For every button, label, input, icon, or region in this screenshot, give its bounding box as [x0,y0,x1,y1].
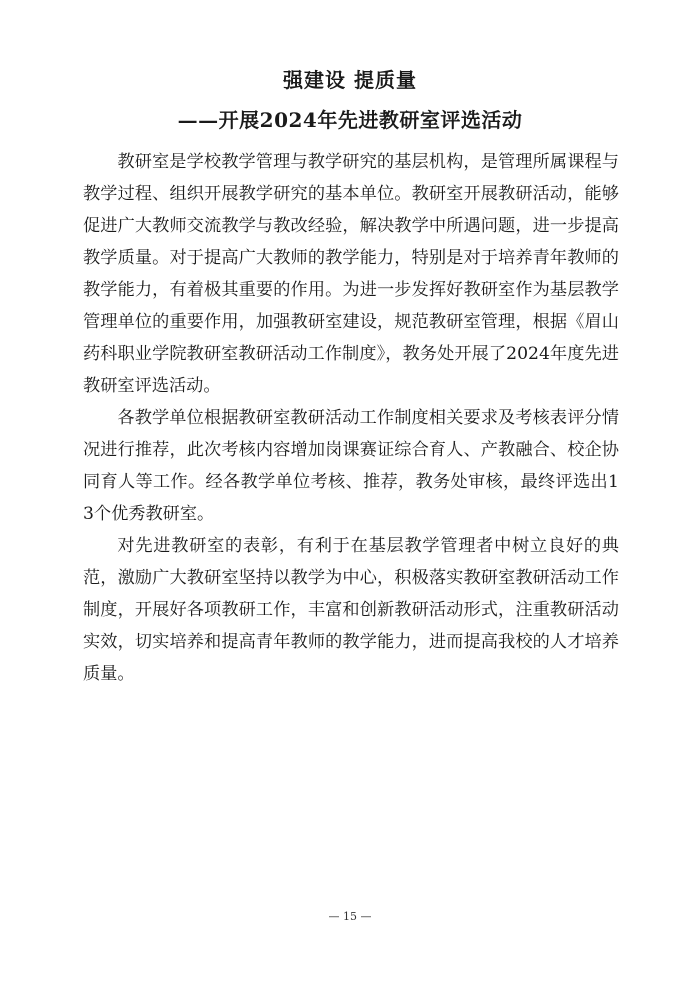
paragraph-3: 对先进教研室的表彰，有利于在基层教学管理者中树立良好的典范，激励广大教研室坚持以教学为中心，积极落实教研室教研活动工作制度，开展好各项教研工作，丰富和创新教研活动形式，注重教研活动实效，切实培养和提高青年教师的教学能力，进而提高我校的人才培养质量。 [83,536,619,684]
paragraph-2: 各教学单位根据教研室教研活动工作制度相关要求及考核表评分情况进行推荐，此次考核内容增加岗课赛证综合育人、产教融合、校企协同育人等工作。经各教学单位考核、推荐，教务处审核，最终评选出13个优秀教研室。 [83,408,619,524]
paragraph-1: 教研室是学校教学管理与教学研究的基层机构，是管理所属课程与教学过程、组织开展教学研究的基本单位。教研室开展教研活动，能够促进广大教师交流教学与教改经验，解决教学中所遇问题，进一步提高教学质量。对于提高广大教师的教学能力，特别是对于培养青年教师的教学能力，有着极其重要的作用。为进一步发挥好教研室作为基层教学管理单位的重要作用，加强教研室建设，规范教研室管理，根据《眉山药科职业学院教研室教研活动工作制度》，教务处开展了2024年度先进教研室评选活动。 [83,152,619,396]
document-body [83,146,619,690]
document-subtitle: ——开展2024年先进教研室评选活动 [177,108,523,132]
document-title: 强建设 提质量 [283,68,417,92]
page-number: — 15 — [328,910,372,923]
